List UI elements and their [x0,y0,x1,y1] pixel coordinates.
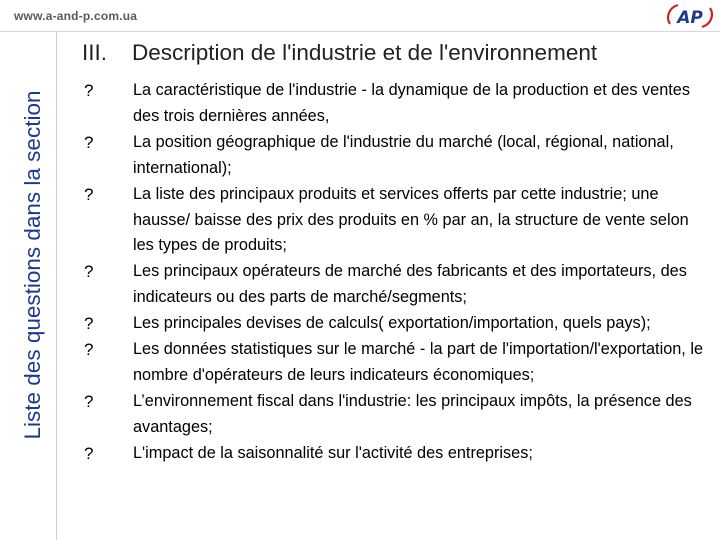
svg-text:AP: AP [677,8,703,28]
question-mark-bullet-icon: ? [84,81,94,100]
list-item [84,78,704,130]
section-heading [82,40,597,66]
list-item [84,441,704,467]
list-item [84,311,704,337]
question-list [84,78,704,467]
section-number: III. [82,40,108,65]
question-mark-bullet-icon: ? [84,443,94,463]
side-title-container [16,40,50,490]
list-item [84,182,704,260]
question-mark-bullet-icon: ? [84,132,94,152]
list-item [84,130,704,182]
question-mark-bullet-icon: ? [84,340,94,360]
question-mark-bullet-icon: ? [84,184,94,204]
site-url[interactable]: www.a-and-p.com.ua [14,9,138,23]
list-item-text: L’environnement fiscal dans l'industrie: les principaux impôts, la présence des avantages; [133,391,692,436]
list-item-text: La position géographique de l'industrie du marché (local, régional, national, international); [133,132,674,177]
list-item [84,259,704,311]
list-item-text: Les données statistiques sur le marché - la part de l'importation/l'exportation, le nombre d'opérateurs de leurs indicateurs économiques; [133,340,704,384]
question-mark-bullet-icon: ? [84,262,94,282]
side-title: Liste des questions dans la section [20,90,45,440]
company-logo [664,2,716,30]
vertical-divider [56,32,57,540]
list-item-text: L'impact de la saisonnalité sur l'activité des entreprises; [133,443,533,462]
list-item-text: Les principaux opérateurs de marché des fabricants et des importateurs, des indicateurs ou des parts de marché/segments; [133,262,687,307]
question-mark-bullet-icon: ? [84,391,94,411]
list-item-text: La liste des principaux produits et services offerts par cette industrie; une hausse/ baisse des prix des produits en % par an, la structure de vente selon les types de produits; [133,184,689,255]
section-title: Description de l'industrie et de l'environnement [132,40,598,65]
list-item-text: Les principales devises de calculs( exportation/importation, quels pays); [133,314,651,333]
list-item [84,337,704,389]
list-item [84,389,704,441]
header-divider [0,31,720,32]
question-mark-bullet-icon: ? [84,314,94,334]
list-item-text: La caractéristique de l'industrie - la dynamique de la production et des ventes des trois dernières années, [133,81,690,125]
